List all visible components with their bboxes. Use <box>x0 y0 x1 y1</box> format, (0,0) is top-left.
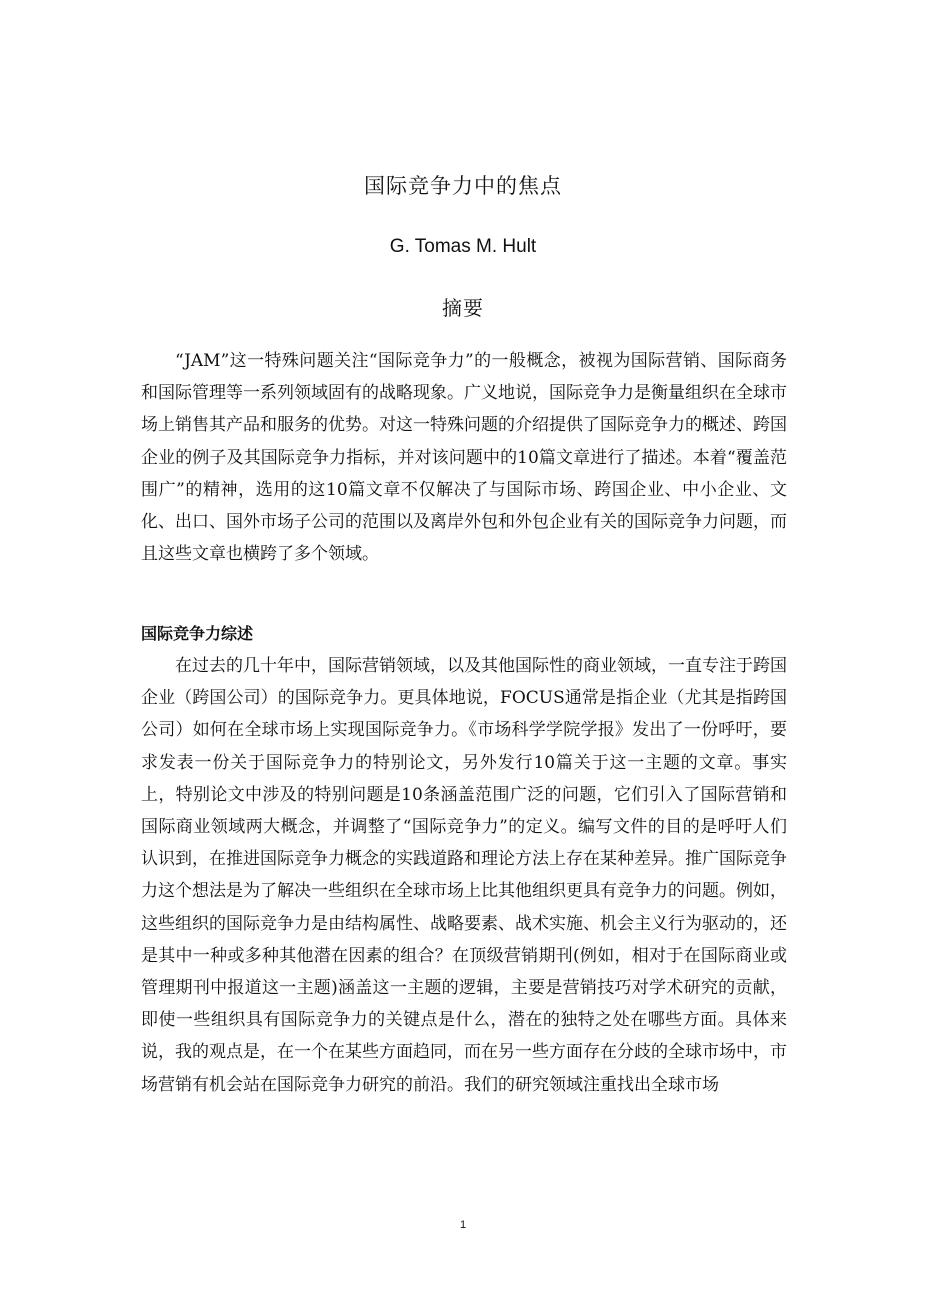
author-name: G. Tomas M. Hult <box>389 236 537 257</box>
body-paragraph: 在过去的几十年中，国际营销领域，以及其他国际性的商业领域，一直专注于跨国企业（跨国公司）的国际竞争力。更具体地说，FOCUS通常是指企业（尤其是指跨国公司）如何在全球市场上实现国际竞争力。《市场科学学院学报》发出了一份呼吁，要求发表一份关于国际竞争力的特别论文，另外发行10篇关于这一主题的文章。事实上，特别论文中涉及的特别问题是10条涵盖范围广泛的问题，它们引入了国际营销和国际商业领域两大概念，并调整了“国际竞争力”的定义。编写文件的目的是呼吁人们认识到，在推进国际竞争力概念的实践道路和理论方法上存在某种差异。推广国际竞争力这个想法是为了解决一些组织在全球市场上比其他组织更具有竞争力的问题。例如，这些组织的国际竞争力是由结构属性、战略要素、战术实施、机会主义行为驱动的，还是其中一种或多种其他潜在因素的组合？在顶级营销期刊(例如，相对于在国际商业或管理期刊中报道这一主题)涵盖这一主题的逻辑，主要是营销技巧对学术研究的贡献，即使一些组织具有国际竞争力的关键点是什么，潜在的独特之处在哪些方面。具体来说，我的观点是，在一个在某些方面趋同，而在另一些方面存在分歧的全球市场中，市场营销有机会站在国际竞争力研究的前沿。我们的研究领域注重找出全球市场 <box>141 656 787 1095</box>
abstract-heading: 摘要 <box>442 296 484 320</box>
page-title: 国际竞争力中的焦点 <box>364 174 562 198</box>
page-number: 1 <box>459 1219 467 1231</box>
abstract-paragraph: “JAM”这一特殊问题关注“国际竞争力”的一般概念，被视为国际营销、国际商务和国际管理等一系列领域固有的战略现象。广义地说，国际竞争力是衡量组织在全球市场上销售其产品和服务的优势。对这一特殊问题的介绍提供了国际竞争力的概述、跨国企业的例子及其国际竞争力指标，并对该问题中的10篇文章进行了描述。本着“覆盖范围广”的精神，选用的这10篇文章不仅解决了与国际市场、跨国企业、中小企业、文化、出口、国外市场子公司的范围以及离岸外包和外包企业有关的国际竞争力问题，而且这些文章也横跨了多个领域。 <box>141 351 787 565</box>
section-heading: 国际竞争力综述 <box>141 624 254 643</box>
